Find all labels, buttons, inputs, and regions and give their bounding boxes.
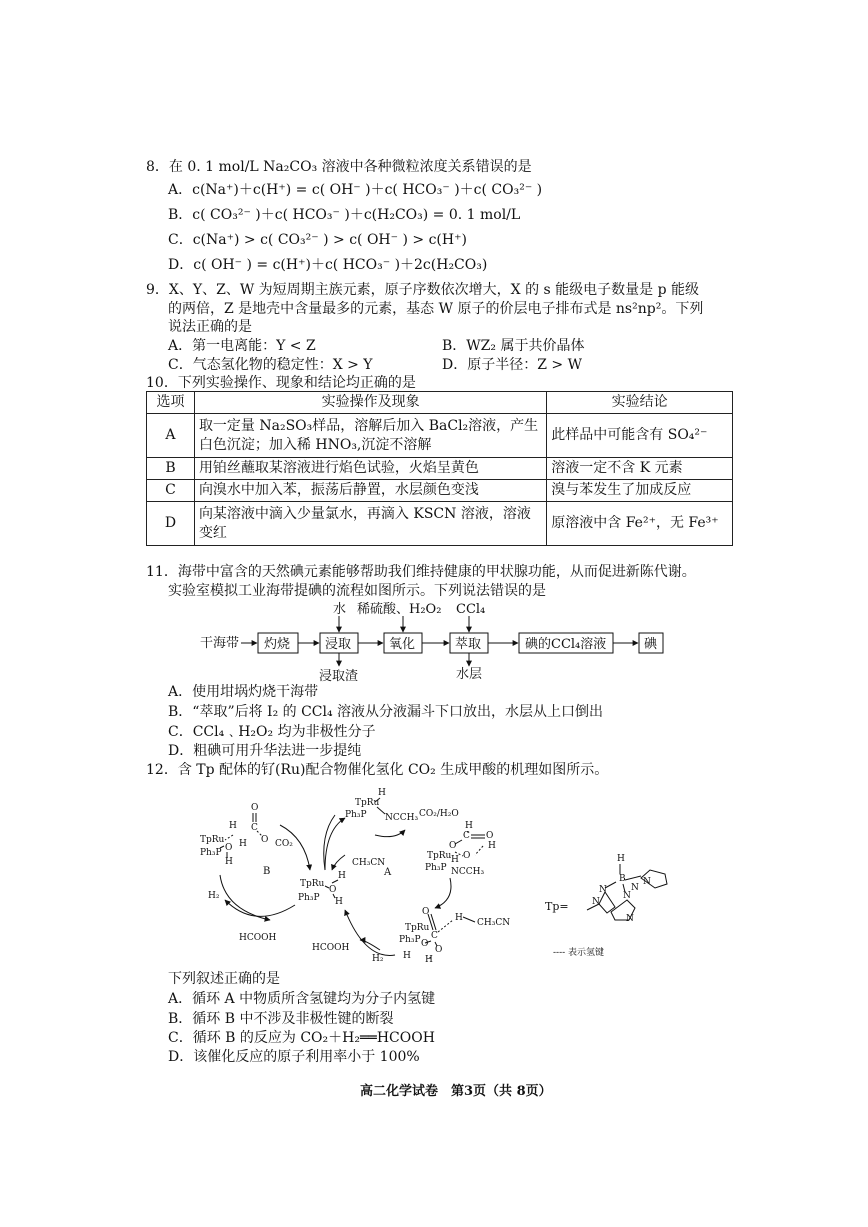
svg-text:CO₂: CO₂ [275, 839, 293, 849]
hydrogen-bond-legend: ---- 表示氢键 [553, 948, 605, 958]
table-cell-conclusion: 此样品中可能含有 SO₄²⁻ [547, 414, 733, 458]
table-header: 实验操作及现象 [194, 392, 546, 414]
q8-option-a: A．c(Na⁺)＋c(H⁺) = c( OH⁻ )＋c( HCO₃⁻ )＋c( CO₃²⁻ ) [168, 182, 543, 198]
svg-text:HCOOH: HCOOH [312, 943, 350, 953]
flow-step: 氧化 [389, 637, 416, 652]
flow-step: 萃取 [455, 637, 482, 652]
q9-option-c: C．气态氢化物的稳定性：X > Y [168, 357, 373, 373]
cycle-a-label: A [384, 867, 392, 878]
svg-text:O: O [449, 841, 457, 851]
svg-text:N: N [643, 877, 651, 887]
svg-text:H: H [225, 857, 233, 867]
q12-option-b: B．循环 B 中不涉及非极性键的断裂 [168, 1011, 394, 1027]
q12-mechanism-diagram [195, 780, 675, 970]
svg-text:H: H [239, 839, 247, 849]
table-header: 实验结论 [547, 392, 733, 414]
table-row [147, 458, 733, 480]
svg-text:O: O [261, 835, 269, 845]
svg-text:TpRu: TpRu [300, 879, 325, 889]
table-cell-conclusion: 溴与苯发生了加成反应 [547, 480, 733, 502]
table-header: 选项 [147, 392, 195, 414]
svg-text:H: H [425, 955, 433, 965]
svg-text:H: H [451, 855, 459, 865]
svg-text:H: H [465, 821, 473, 831]
svg-text:H: H [455, 913, 463, 923]
svg-text:H₂: H₂ [208, 891, 220, 901]
svg-text:Ph₃P: Ph₃P [345, 810, 367, 820]
cycle-b-label: B [263, 866, 271, 877]
svg-text:C: C [463, 831, 470, 841]
svg-text:CH₃CN: CH₃CN [477, 918, 511, 928]
svg-text:O: O [422, 907, 430, 917]
table-cell-operation: 向溴水中加入苯，振荡后静置，水层颜色变浅 [194, 480, 546, 502]
q9-stem-1: 9．X、Y、Z、W 为短周期主族元素，原子序数依次增大，X 的 s 能级电子数量是 p 能级 [146, 282, 700, 298]
svg-text:O: O [435, 945, 443, 955]
svg-text:H: H [378, 788, 386, 798]
table-row [147, 480, 733, 502]
svg-text:O: O [329, 885, 337, 895]
svg-text:Ph₃P: Ph₃P [425, 863, 447, 873]
q12-option-c: C．循环 B 的反应为 CO₂＋H₂══HCOOH [168, 1030, 435, 1046]
q12-stem: 12．含 Tp 配体的钌(Ru)配合物催化氢化 CO₂ 生成甲酸的机理如图所示。 [146, 762, 609, 778]
q11-option-d: D．粗碘可用升华法进一步提纯 [168, 743, 362, 759]
q9-option-d: D．原子半径：Z > W [442, 357, 582, 373]
q11-flow-diagram [195, 600, 675, 684]
svg-text:N: N [599, 885, 607, 895]
q8-option-d: D．c( OH⁻ ) = c(H⁺)＋c( HCO₃⁻ )＋2c(H₂CO₃) [168, 257, 488, 273]
page-footer: 高二化学试卷 第3页（共 8页） [360, 1084, 552, 1099]
table-cell-conclusion: 溶液一定不含 K 元素 [547, 458, 733, 480]
table-cell-operation: 取一定量 Na₂SO₃样品，溶解后加入 BaCl₂溶液，产生白色沉淀；加入稀 HNO₃,沉淀不溶解 [194, 414, 546, 458]
q9-option-b: B．WZ₂ 属于共价晶体 [442, 338, 585, 354]
q11-option-a: A．使用坩埚灼烧干海带 [168, 684, 319, 700]
q11-stem-2: 实验室模拟工业海带提碘的流程如图所示。下列说法错误的是 [168, 583, 546, 599]
svg-text:TpRu: TpRu [355, 798, 380, 808]
q10-stem: 10．下列实验操作、现象和结论均正确的是 [146, 375, 416, 391]
q12-stem-2: 下列叙述正确的是 [168, 971, 280, 987]
svg-text:NCCH₃: NCCH₃ [385, 813, 419, 823]
svg-text:C: C [251, 823, 258, 833]
svg-text:Ph₃P: Ph₃P [399, 935, 421, 945]
table-cell-operation: 用铂丝蘸取某溶液进行焰色试验，火焰呈黄色 [194, 458, 546, 480]
svg-text:TpRu: TpRu [200, 835, 225, 845]
svg-text:N: N [631, 883, 639, 893]
q11-option-b: B．“萃取”后将 I₂ 的 CCl₄ 溶液从分液漏斗下口放出，水层从上口倒出 [168, 704, 604, 720]
q11-option-c: C．CCl₄﹑H₂O₂ 均为非极性分子 [168, 724, 376, 740]
flow-step: 碘的CCl₄溶液 [525, 637, 607, 652]
svg-text:O: O [463, 851, 471, 861]
svg-text:H: H [488, 841, 496, 851]
svg-text:H: H [338, 871, 346, 881]
q8-stem: 8．在 0. 1 mol/L Na₂CO₃ 溶液中各种微粒浓度关系错误的是 [146, 159, 532, 175]
flow-input: CCl₄ [456, 602, 486, 617]
svg-text:H₂: H₂ [372, 954, 384, 964]
q8-option-b: B．c( CO₃²⁻ )＋c( HCO₃⁻ )＋c(H₂CO₃) = 0. 1 mol/L [168, 207, 521, 223]
table-header-row [147, 392, 733, 414]
flow-input: 水 [333, 602, 347, 617]
q10-experiment-table [146, 391, 733, 546]
svg-text:H: H [229, 821, 237, 831]
table-cell-operation: 向某溶液中滴入少量氯水，再滴入 KSCN 溶液，溶液变红 [194, 502, 546, 546]
flow-step: 浸取 [325, 637, 352, 652]
svg-text:N: N [592, 897, 600, 907]
svg-text:N: N [626, 914, 634, 924]
flow-step: 灼烧 [264, 637, 291, 652]
table-cell-option: C [147, 480, 195, 502]
q12-option-d: D．该催化反应的原子利用率小于 100% [168, 1049, 420, 1065]
svg-text:CH₃CN: CH₃CN [352, 858, 386, 868]
svg-text:C: C [431, 931, 438, 941]
q9-stem-3: 说法正确的是 [168, 319, 252, 335]
table-row [147, 502, 733, 546]
table-row [147, 414, 733, 458]
table-cell-option: A [147, 414, 195, 458]
svg-text:TpRu: TpRu [427, 851, 452, 861]
svg-text:H: H [335, 897, 343, 907]
q12-option-a: A．循环 A 中物质所含氢键均为分子内氢键 [168, 991, 436, 1007]
svg-text:O: O [421, 939, 429, 949]
q8-option-c: C．c(Na⁺) > c( CO₃²⁻ ) > c( OH⁻ ) > c(H⁺) [168, 232, 467, 248]
svg-text:H: H [403, 951, 411, 961]
table-cell-option: D [147, 502, 195, 546]
svg-text:HCOOH: HCOOH [239, 933, 277, 943]
svg-text:H: H [617, 854, 625, 864]
svg-text:B: B [619, 874, 626, 884]
flow-output: 水层 [456, 667, 483, 682]
table-cell-conclusion: 原溶液中含 Fe²⁺，无 Fe³⁺ [547, 502, 733, 546]
flow-input: 稀硫酸、H₂O₂ [357, 602, 442, 617]
q9-option-a: A．第一电离能：Y < Z [168, 338, 316, 354]
table-cell-option: B [147, 458, 195, 480]
q9-stem-2: 的两倍，Z 是地壳中含量最多的元素，基态 W 原子的价层电子排布式是 ns²np²。下列 [168, 301, 704, 317]
svg-text:O: O [251, 803, 259, 813]
svg-text:Ph₃P: Ph₃P [200, 848, 222, 858]
flow-step: 碘 [644, 637, 658, 652]
q11-stem-1: 11．海带中富含的天然碘元素能够帮助我们维持健康的甲状腺功能，从而促进新陈代谢。 [146, 564, 696, 580]
svg-text:CO₂/H₂O: CO₂/H₂O [419, 809, 459, 819]
svg-text:Ph₃P: Ph₃P [298, 893, 320, 903]
svg-text:TpRu: TpRu [405, 923, 430, 933]
svg-text:NCCH₃: NCCH₃ [451, 867, 485, 877]
flow-output: 浸取渣 [319, 669, 359, 684]
flow-start: 干海带 [200, 636, 240, 651]
svg-text:O: O [486, 831, 494, 841]
svg-text:O: O [225, 843, 233, 853]
svg-text:Tp=: Tp= [545, 900, 569, 913]
svg-text:N: N [623, 891, 631, 901]
